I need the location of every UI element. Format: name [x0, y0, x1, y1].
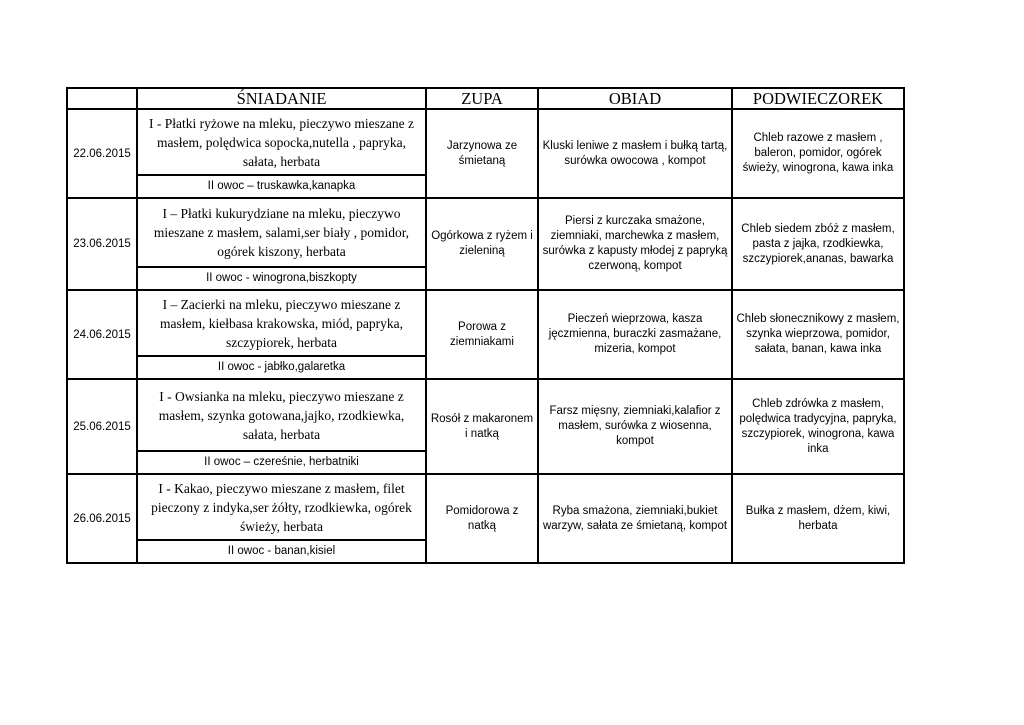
header-row: [67, 88, 904, 109]
soup-cell: Ogórkowa z ryżem i zieleniną: [426, 198, 538, 290]
snack-cell: Chleb słonecznikowy z masłem, szynka wieprzowa, pomidor, sałata, banan, kawa inka: [732, 290, 904, 379]
table-row: [67, 109, 904, 175]
table-row: [67, 198, 904, 267]
breakfast-2-cell: II owoc - jabłko,galaretka: [137, 356, 426, 379]
snack-cell: Chleb razowe z masłem , baleron, pomidor, ogórek świeży, winogrona, kawa inka: [732, 109, 904, 198]
breakfast-1-cell: I – Zacierki na mleku, pieczywo mieszane z masłem, kiełbasa krakowska, miód, papryka, szczypiorek, herbata: [137, 290, 426, 356]
date-cell: 22.06.2015: [67, 109, 137, 198]
date-cell: 25.06.2015: [67, 379, 137, 474]
breakfast-2-cell: II owoc – czereśnie, herbatniki: [137, 451, 426, 474]
dinner-cell: Kluski leniwe z masłem i bułką tartą, surówka owocowa , kompot: [538, 109, 732, 198]
soup-cell: Jarzynowa ze śmietaną: [426, 109, 538, 198]
menu-table: [66, 87, 905, 564]
breakfast-2-cell: II owoc - winogrona,biszkopty: [137, 267, 426, 290]
snack-cell: Bułka z masłem, dżem, kiwi, herbata: [732, 474, 904, 563]
date-cell: 23.06.2015: [67, 198, 137, 290]
dinner-cell: Pieczeń wieprzowa, kasza jęczmienna, buraczki zasmażane, mizeria, kompot: [538, 290, 732, 379]
breakfast-2-cell: II owoc – truskawka,kanapka: [137, 175, 426, 198]
header-date: [67, 88, 137, 109]
breakfast-1-cell: I – Płatki kukurydziane na mleku, pieczywo mieszane z masłem, salami,ser biały , pomidor, ogórek kiszony, herbata: [137, 198, 426, 267]
snack-cell: Chleb zdrówka z masłem, polędwica tradycyjna, papryka, szczypiorek, winogrona, kawa inka: [732, 379, 904, 474]
table-row: [67, 379, 904, 451]
header-soup: ZUPA: [426, 88, 538, 109]
soup-cell: Porowa z ziemniakami: [426, 290, 538, 379]
dinner-cell: Ryba smażona, ziemniaki,bukiet warzyw, sałata ze śmietaną, kompot: [538, 474, 732, 563]
header-dinner: OBIAD: [538, 88, 732, 109]
date-cell: 26.06.2015: [67, 474, 137, 563]
soup-cell: Rosół z makaronem i natką: [426, 379, 538, 474]
snack-cell: Chleb siedem zbóż z masłem, pasta z jajka, rzodkiewka, szczypiorek,ananas, bawarka: [732, 198, 904, 290]
breakfast-1-cell: I - Owsianka na mleku, pieczywo mieszane z masłem, szynka gotowana,jajko, rzodkiewka, sałata, herbata: [137, 379, 426, 451]
breakfast-1-cell: I - Płatki ryżowe na mleku, pieczywo mieszane z masłem, polędwica sopocka,nutella , papryka, sałata, herbata: [137, 109, 426, 175]
dinner-cell: Piersi z kurczaka smażone, ziemniaki, marchewka z masłem, surówka z kapusty młodej z papryką czerwoną, kompot: [538, 198, 732, 290]
dinner-cell: Farsz mięsny, ziemniaki,kalafior z masłem, surówka z wiosenna, kompot: [538, 379, 732, 474]
header-breakfast: ŚNIADANIE: [137, 88, 426, 109]
table-row: [67, 474, 904, 540]
date-cell: 24.06.2015: [67, 290, 137, 379]
breakfast-1-cell: I - Kakao, pieczywo mieszane z masłem, filet pieczony z indyka,ser żółty, rzodkiewka, ogórek świeży, herbata: [137, 474, 426, 540]
table-row: [67, 290, 904, 356]
header-snack: PODWIECZOREK: [732, 88, 904, 109]
breakfast-2-cell: II owoc - banan,kisiel: [137, 540, 426, 563]
soup-cell: Pomidorowa z natką: [426, 474, 538, 563]
